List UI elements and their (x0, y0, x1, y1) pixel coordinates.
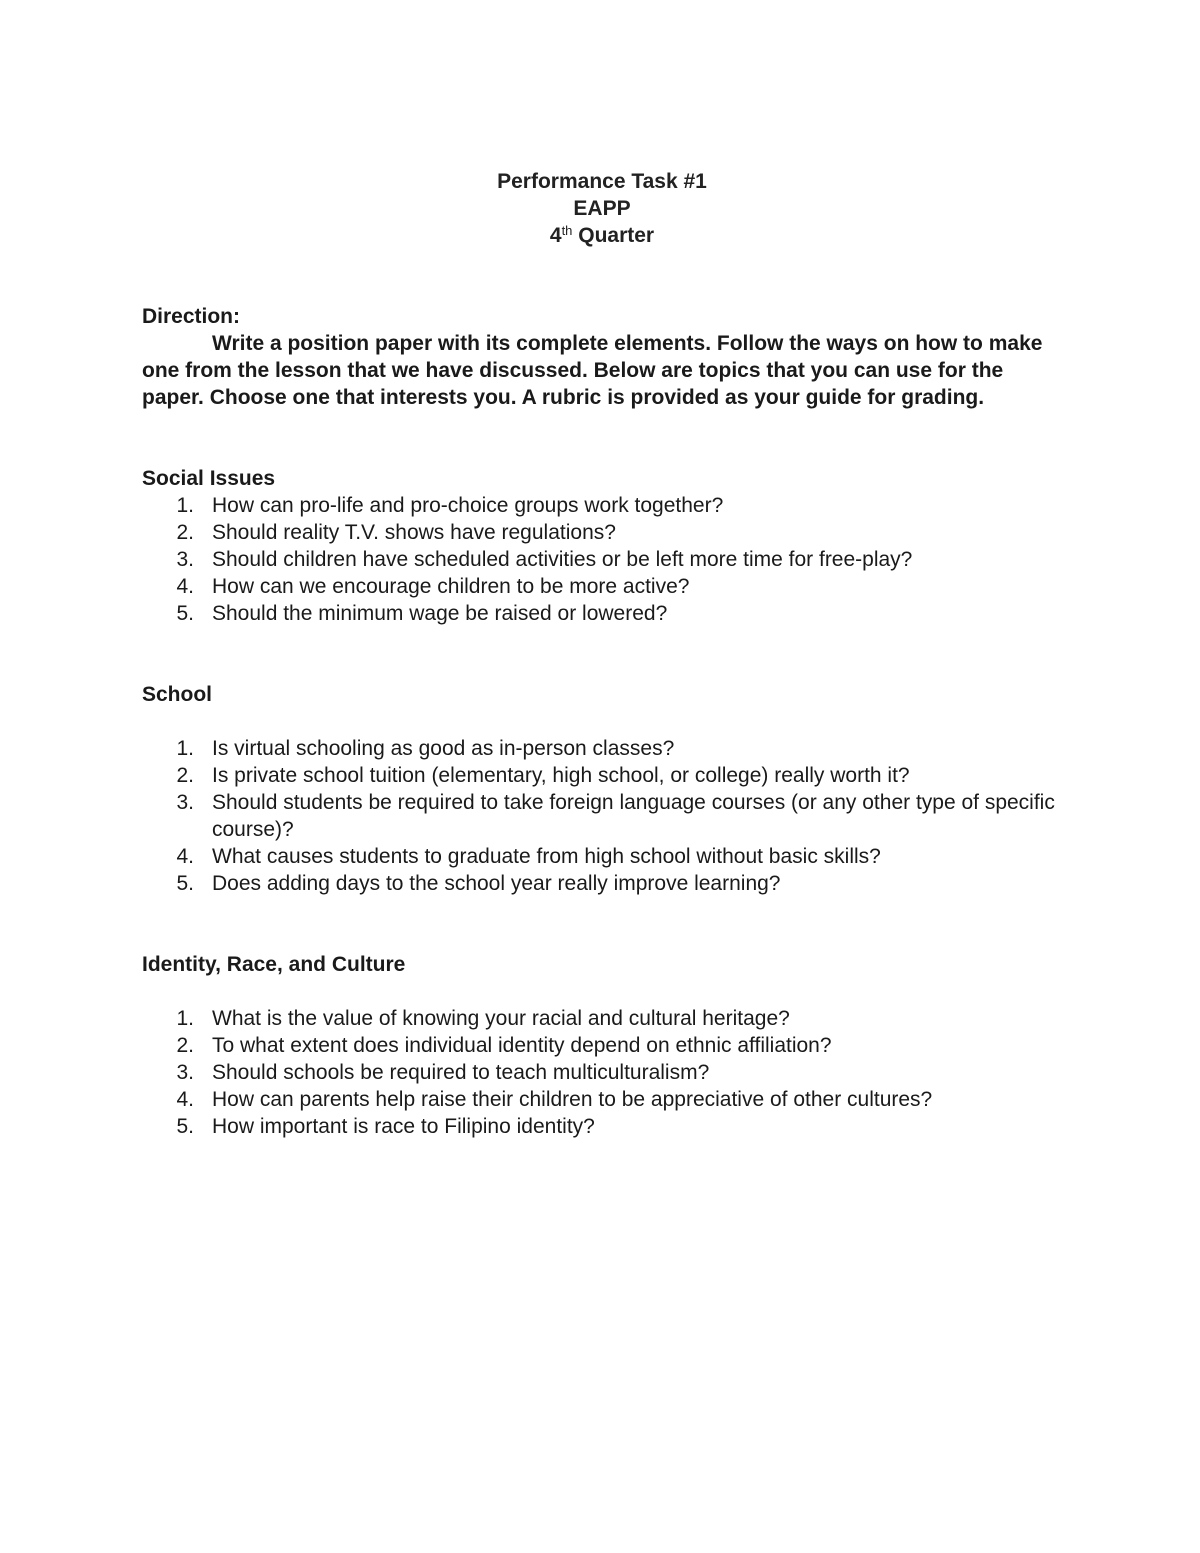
section-title-social-issues: Social Issues (142, 467, 276, 490)
quarter-label (142, 222, 1062, 249)
list-item-number: 1. (176, 737, 194, 760)
list-item-text: How can we encourage children to be more active? (212, 575, 690, 598)
list-item (142, 789, 1062, 843)
list-item-number: 4. (176, 845, 194, 868)
list-item-text: What causes students to graduate from high school without basic skills? (212, 845, 881, 868)
list-item (142, 1113, 1062, 1140)
direction-heading: Direction: (142, 305, 241, 328)
list-item (142, 1059, 1062, 1086)
list-item-text: Should schools be required to teach multiculturalism? (212, 1061, 710, 1084)
document-header (142, 168, 1062, 249)
list-item (142, 1086, 1062, 1113)
list-item-text: Should children have scheduled activities or be left more time for free-play? (212, 548, 913, 571)
list-item-number: 3. (176, 1061, 194, 1084)
document-title: Performance Task #1 (497, 170, 707, 193)
list-item (142, 600, 1062, 627)
topic-list-school (142, 735, 1062, 897)
list-item (142, 1005, 1062, 1032)
list-item-number: 2. (176, 764, 194, 787)
list-item (142, 573, 1062, 600)
list-item-number: 5. (176, 1115, 194, 1138)
list-item-number: 2. (176, 521, 194, 544)
list-item-number: 1. (176, 1007, 194, 1030)
topic-list-social-issues (142, 492, 1062, 627)
list-item (142, 735, 1062, 762)
section-title-school: School (142, 683, 213, 706)
list-item-text: How can pro-life and pro-choice groups work together? (212, 494, 724, 517)
quarter-number: 4 (549, 224, 562, 247)
direction-body: Write a position paper with its complete elements. Follow the ways on how to make one from the lesson that we have discussed. Below are topics that you can use for the paper. Choose one that interests you. A rubric is provided as your guide for grading. (142, 332, 1043, 409)
list-item (142, 870, 1062, 897)
list-item-number: 1. (176, 494, 194, 517)
list-item (142, 762, 1062, 789)
list-item (142, 546, 1062, 573)
list-item-text: Should the minimum wage be raised or lowered? (212, 602, 668, 625)
list-item-text: Should reality T.V. shows have regulations? (212, 521, 616, 544)
list-item-text: Is virtual schooling as good as in-person classes? (212, 737, 675, 760)
quarter-word: Quarter (578, 224, 655, 247)
list-item-number: 3. (176, 791, 194, 814)
list-item (142, 1032, 1062, 1059)
topic-list-identity-race-culture (142, 1005, 1062, 1140)
list-item-text: Should students be required to take foreign language courses (or any other type of specific course)? (212, 791, 1055, 841)
list-item (142, 843, 1062, 870)
list-item-number: 5. (176, 872, 194, 895)
list-item-number: 5. (176, 602, 194, 625)
list-item-number: 4. (176, 575, 194, 598)
list-item-text: How important is race to Filipino identity? (212, 1115, 595, 1138)
list-item-text: Is private school tuition (elementary, high school, or college) really worth it? (212, 764, 910, 787)
list-item-text: Does adding days to the school year really improve learning? (212, 872, 781, 895)
list-item (142, 519, 1062, 546)
document-page (142, 168, 1062, 1140)
subject-label: EAPP (573, 197, 631, 220)
list-item-number: 2. (176, 1034, 194, 1057)
list-item-number: 3. (176, 548, 194, 571)
quarter-ordinal-suffix: th (561, 223, 573, 238)
list-item-text: How can parents help raise their children to be appreciative of other cultures? (212, 1088, 933, 1111)
list-item (142, 492, 1062, 519)
list-item-number: 4. (176, 1088, 194, 1111)
list-item-text: What is the value of knowing your racial and cultural heritage? (212, 1007, 790, 1030)
list-item-text: To what extent does individual identity depend on ethnic affiliation? (212, 1034, 832, 1057)
section-title-identity-race-culture: Identity, Race, and Culture (142, 953, 406, 976)
